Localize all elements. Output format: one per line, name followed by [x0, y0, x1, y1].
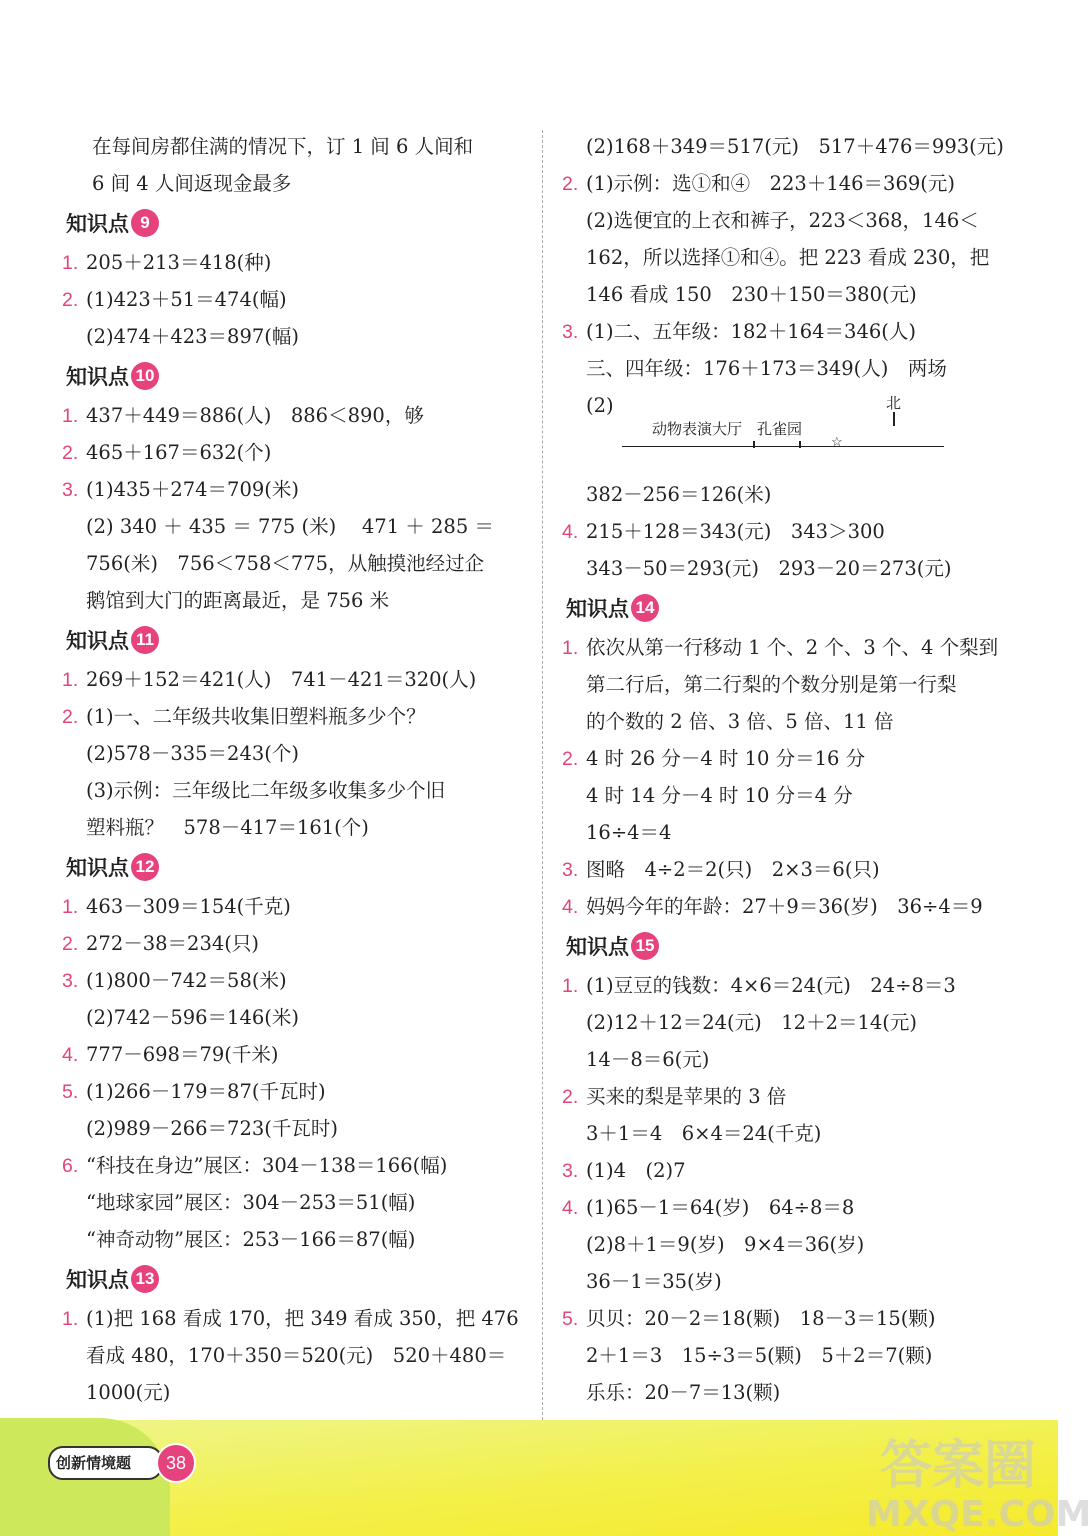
- answer-line: [62, 962, 524, 999]
- map-places: 动物表演大厅 孔雀园: [652, 420, 803, 438]
- answer-text: (1)把 168 看成 170，把 349 看成 350，把 476: [86, 1307, 519, 1330]
- answer-text: 777－698＝79(千米): [86, 1043, 279, 1066]
- answer-text: 妈妈今年的年龄：27＋9＝36(岁) 36÷4＝9: [586, 895, 983, 918]
- answer-line: [62, 318, 524, 355]
- answer-text: (1)豆豆的钱数：4×6＝24(元) 24÷8＝3: [586, 974, 956, 997]
- star-icon: ☆: [831, 435, 843, 450]
- question-number: 5.: [562, 1308, 579, 1330]
- answer-line: [62, 661, 524, 698]
- knowledge-point-badge: 12: [131, 853, 159, 881]
- question-number: 1.: [62, 896, 79, 918]
- question-number: 6.: [62, 1155, 79, 1177]
- answer-text: (1)65－1＝64(岁) 64÷8＝8: [586, 1196, 855, 1219]
- answer-list: [62, 661, 524, 846]
- map-tick: [799, 441, 801, 448]
- question-number: 3.: [562, 1160, 579, 1182]
- question-number: 1.: [562, 637, 579, 659]
- answer-line: [62, 1221, 524, 1258]
- answer-list: [562, 629, 1032, 925]
- column-divider: [542, 130, 543, 1420]
- knowledge-point-badge: 9: [131, 209, 159, 237]
- answer-text: (1)一、二年级共收集旧塑料瓶多少个？: [86, 705, 426, 728]
- question-number: 4.: [562, 521, 579, 543]
- question-number: 1.: [562, 975, 579, 997]
- answer-text: 205＋213＝418(种): [86, 251, 272, 274]
- left-column: [62, 128, 524, 1411]
- answer-line: [62, 698, 524, 735]
- knowledge-point-badge: 14: [631, 594, 659, 622]
- answer-line: [62, 508, 524, 545]
- question-number: 2.: [62, 706, 79, 728]
- answer-text: (2)8＋1＝9(岁) 9×4＝36(岁): [586, 1233, 865, 1256]
- knowledge-point-label: 知识点: [66, 856, 129, 880]
- knowledge-point-12-heading: [66, 846, 524, 888]
- answer-text: (2)742－596＝146(米): [86, 1006, 299, 1029]
- answer-line: [62, 545, 524, 582]
- answer-list: [562, 128, 1032, 424]
- answer-line: [562, 476, 1032, 513]
- answer-text: (2)12＋12＝24(元) 12＋2＝14(元): [586, 1011, 918, 1034]
- answer-line: [62, 999, 524, 1036]
- knowledge-point-label: 知识点: [566, 597, 629, 621]
- answer-text: 4 时 26 分－4 时 10 分＝16 分: [586, 747, 866, 770]
- answer-line: [62, 888, 524, 925]
- answer-line: [562, 740, 1032, 777]
- section-label: 创新情境题: [48, 1446, 163, 1480]
- answer-text: (1)800－742＝58(米): [86, 969, 287, 992]
- answer-text: (1)示例：选①和④ 223＋146＝369(元): [586, 172, 955, 195]
- answer-text: 162，所以选择①和④。把 223 看成 230，把: [586, 246, 990, 269]
- answer-line: [62, 281, 524, 318]
- answer-text: 依次从第一行移动 1 个、2 个、3 个、4 个梨到: [586, 636, 999, 659]
- answer-line: [562, 550, 1032, 587]
- answer-text: 3＋1＝4 6×4＝24(千克): [586, 1122, 822, 1145]
- answer-text: 437＋449＝886(人) 886＜890，够: [86, 404, 424, 427]
- question-number: 1.: [62, 669, 79, 691]
- question-number: 3.: [62, 479, 79, 501]
- question-number: 2.: [62, 442, 79, 464]
- question-number: 3.: [562, 859, 579, 881]
- answer-text: (2): [586, 394, 614, 417]
- answer-text: “科技在身边”展区：304－138＝166(幅): [86, 1154, 448, 1177]
- answer-text: (2)474＋423＝897(幅): [86, 325, 299, 348]
- answer-line: [562, 888, 1032, 925]
- answer-line: [562, 128, 1032, 165]
- knowledge-point-14-heading: [566, 587, 1032, 629]
- answer-line: [62, 397, 524, 434]
- question-number: 1.: [62, 252, 79, 274]
- answer-line: [62, 471, 524, 508]
- answer-line: [562, 239, 1032, 276]
- answer-text: 146 看成 150 230＋150＝380(元): [586, 283, 917, 306]
- answer-text: (1)423＋51＝474(幅): [86, 288, 287, 311]
- knowledge-point-label: 知识点: [566, 935, 629, 959]
- answer-text: 买来的梨是苹果的 3 倍: [586, 1085, 787, 1108]
- answer-line: [562, 202, 1032, 239]
- answer-text: 215＋128＝343(元) 343＞300: [586, 520, 885, 543]
- knowledge-point-13-heading: [66, 1258, 524, 1300]
- question-number: 5.: [62, 1081, 79, 1103]
- answer-line: [562, 629, 1032, 666]
- answer-text: 756(米) 756＜758＜775，从触摸池经过企: [86, 552, 485, 575]
- north-arrow-icon: [893, 412, 895, 426]
- knowledge-point-badge: 13: [131, 1265, 159, 1293]
- knowledge-point-label: 知识点: [66, 365, 129, 389]
- answer-line: [562, 967, 1032, 1004]
- answer-text: 贝贝：20－2＝18(颗) 18－3＝15(颗): [586, 1307, 936, 1330]
- answer-text: 三、四年级：176＋173＝349(人) 两场: [586, 357, 947, 380]
- answer-line: [62, 582, 524, 619]
- answer-text: 16÷4＝4: [586, 821, 672, 844]
- answer-line: [62, 925, 524, 962]
- answer-line: [562, 666, 1032, 703]
- answer-text: 的个数的 2 倍、3 倍、5 倍、11 倍: [586, 710, 894, 733]
- answer-line: [62, 1073, 524, 1110]
- knowledge-point-badge: 15: [631, 932, 659, 960]
- map-road-line: [622, 446, 944, 447]
- watermark: 答案圈: [880, 1436, 1037, 1496]
- question-number: 2.: [562, 1086, 579, 1108]
- answer-list: [562, 476, 1032, 587]
- knowledge-point-11-heading: [66, 619, 524, 661]
- answer-text: 2＋1＝3 15÷3＝5(颗) 5＋2＝7(颗): [586, 1344, 933, 1367]
- question-number: 4.: [562, 896, 579, 918]
- answer-line: [62, 1337, 524, 1374]
- answer-line: [562, 1152, 1032, 1189]
- question-number: 2.: [62, 933, 79, 955]
- answer-text: (2)578－335＝243(个): [86, 742, 299, 765]
- answer-text: 塑料瓶？ 578－417＝161(个): [86, 816, 369, 839]
- answer-line: [62, 1147, 524, 1184]
- answer-line: [562, 777, 1032, 814]
- question-number: 3.: [62, 970, 79, 992]
- question-number: 4.: [562, 1197, 579, 1219]
- answer-line: [562, 513, 1032, 550]
- question-number: 1.: [62, 1308, 79, 1330]
- answer-text: (1)4 (2)7: [586, 1159, 686, 1182]
- answer-line: [562, 1337, 1032, 1374]
- knowledge-point-badge: 10: [131, 362, 159, 390]
- knowledge-point-15-heading: [566, 925, 1032, 967]
- answer-line: [562, 851, 1032, 888]
- answer-line: [562, 1263, 1032, 1300]
- question-number: 2.: [562, 173, 579, 195]
- answer-line: [562, 1226, 1032, 1263]
- answer-text: 36－1＝35(岁): [586, 1270, 722, 1293]
- question-number: 2.: [62, 289, 79, 311]
- question-number: 2.: [562, 748, 579, 770]
- answer-text: (3)示例：三年级比二年级多收集多少个旧: [86, 779, 446, 802]
- answer-line: [62, 244, 524, 281]
- answer-text: “地球家园”展区：304－253＝51(幅): [86, 1191, 416, 1214]
- answer-line: [562, 1041, 1032, 1078]
- answer-list: [62, 244, 524, 355]
- answer-text: (2)989－266＝723(千瓦时): [86, 1117, 338, 1140]
- answer-line: [62, 809, 524, 846]
- answer-line: [562, 165, 1032, 202]
- answer-line: [562, 1300, 1032, 1337]
- answer-list: [62, 1300, 524, 1411]
- right-column: [562, 128, 1032, 1411]
- answer-line: [562, 1374, 1032, 1411]
- knowledge-point-label: 知识点: [66, 629, 129, 653]
- answer-list: [62, 888, 524, 1258]
- knowledge-point-9-heading: [66, 202, 524, 244]
- answer-text: 鹅馆到大门的距离最近，是 756 米: [86, 589, 390, 612]
- answer-line: [562, 1115, 1032, 1152]
- answer-line: [62, 735, 524, 772]
- answer-text: (2) 340 ＋ 435 ＝ 775 (米) 471 ＋ 285 ＝: [86, 515, 494, 538]
- answer-line: [62, 1036, 524, 1073]
- answer-text: 看成 480，170＋350＝520(元) 520＋480＝: [86, 1344, 507, 1367]
- answer-text: 4 时 14 分－4 时 10 分＝4 分: [586, 784, 853, 807]
- answer-line: [562, 1189, 1032, 1226]
- intro-line: 在每间房都住满的情况下，订 1 间 6 人间和: [92, 135, 474, 158]
- answer-text: (1)435＋274＝709(米): [86, 478, 299, 501]
- north-label: 北: [886, 394, 902, 412]
- answer-text: “神奇动物”展区：253－166＝87(幅): [86, 1228, 416, 1251]
- answer-list: [562, 967, 1032, 1411]
- answer-text: 272－38＝234(只): [86, 932, 259, 955]
- answer-text: 乐乐：20－7＝13(颗): [586, 1381, 781, 1404]
- answer-line: [562, 350, 1032, 387]
- answer-text: 465＋167＝632(个): [86, 441, 272, 464]
- answer-line: [62, 1184, 524, 1221]
- answer-text: 第二行后，第二行梨的个数分别是第一行梨: [586, 673, 957, 696]
- answer-text: 1000(元): [86, 1381, 171, 1404]
- answer-text: 269＋152＝421(人) 741－421＝320(人): [86, 668, 477, 691]
- map-tick: [753, 441, 755, 448]
- answer-line: [562, 313, 1032, 350]
- answer-line: [562, 814, 1032, 851]
- question-number: 3.: [562, 321, 579, 343]
- answer-text: (1)二、五年级：182＋164＝346(人): [586, 320, 916, 343]
- answer-line: [62, 772, 524, 809]
- knowledge-point-10-heading: [66, 355, 524, 397]
- question-number: 4.: [62, 1044, 79, 1066]
- answer-text: (2)168＋349＝517(元) 517＋476＝993(元): [586, 135, 1004, 158]
- knowledge-point-label: 知识点: [66, 212, 129, 236]
- answer-text: (2)选便宜的上衣和裤子，223＜368，146＜: [586, 209, 979, 232]
- answer-text: 图略 4÷2＝2(只) 2×3＝6(只): [586, 858, 880, 881]
- answer-text: 382－256＝126(米): [586, 483, 772, 506]
- answer-line: [62, 1374, 524, 1411]
- answer-line: [562, 703, 1032, 740]
- answer-text: 343－50＝293(元) 293－20＝273(元): [586, 557, 952, 580]
- answer-text: (1)266－179＝87(千瓦时): [86, 1080, 326, 1103]
- answer-text: 463－309＝154(千克): [86, 895, 291, 918]
- answer-list: [62, 397, 524, 619]
- question-number: 1.: [62, 405, 79, 427]
- intro-line: 6 间 4 人间返现金最多: [92, 172, 292, 195]
- answer-text: 14－8＝6(元): [586, 1048, 710, 1071]
- answer-line: [562, 1004, 1032, 1041]
- answer-line: [562, 276, 1032, 313]
- page-number: 38: [156, 1443, 196, 1483]
- knowledge-point-badge: 11: [131, 626, 159, 654]
- answer-line: [562, 1078, 1032, 1115]
- answer-line: [62, 1110, 524, 1147]
- direction-map: [562, 394, 1032, 476]
- answer-line: [62, 1300, 524, 1337]
- knowledge-point-label: 知识点: [66, 1268, 129, 1292]
- watermark-url: MXQE.COM: [866, 1494, 1091, 1535]
- answer-line: [62, 434, 524, 471]
